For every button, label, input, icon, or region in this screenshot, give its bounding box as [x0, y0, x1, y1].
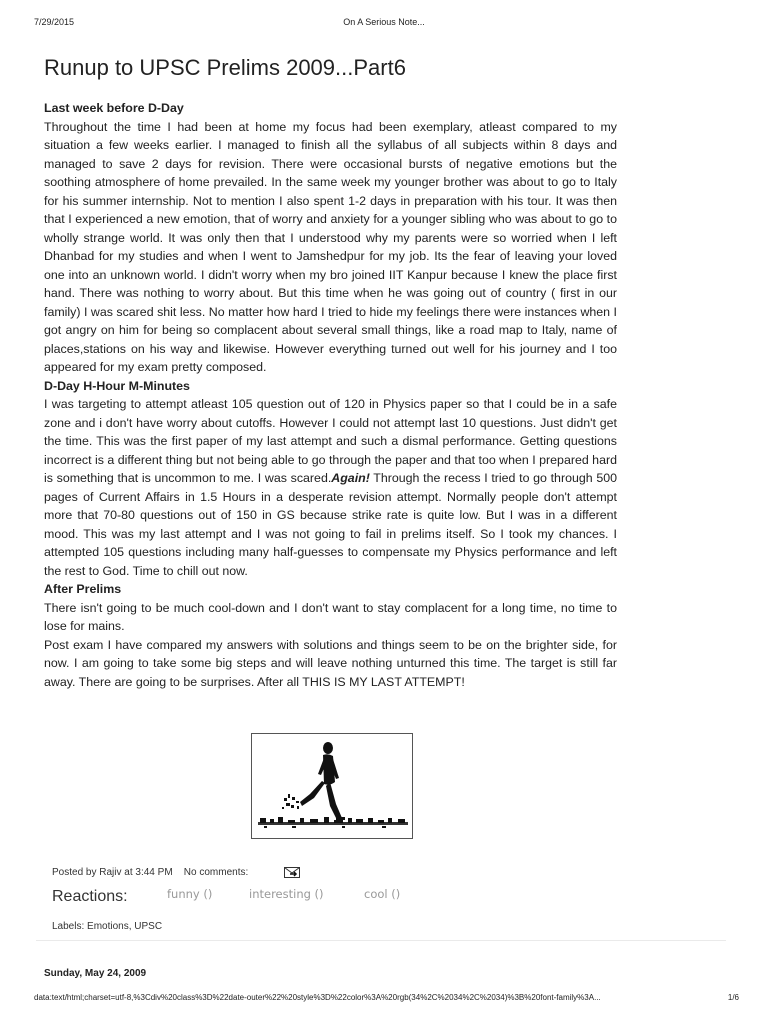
silhouette-icon: [252, 734, 412, 838]
paragraph-d-day-part1: I was targeting to attempt atleast 105 question out of 120 in Physics paper so that I could be in a safe zone and i don't have worry about cutoffs. However I could not attempt last 10 questions. Just didn't get the time. This was the first paper of my last attempt and such a dismal performance. Getting questions incorrect is a different thing but not being able to go through the paper and that too when I prepared hard is something that is uncommon to me. I was scared.: [44, 397, 617, 485]
at-label: at: [124, 867, 133, 878]
print-date: 7/29/2015: [34, 17, 75, 27]
author-link[interactable]: Rajiv: [99, 867, 122, 878]
posted-by-label: Posted by: [52, 867, 97, 878]
post-body: [44, 99, 617, 691]
labels-label: Labels:: [52, 921, 85, 932]
date-header: Sunday, May 24, 2009: [44, 968, 147, 979]
post-time-link[interactable]: 3:44 PM: [135, 867, 173, 878]
paragraph-d-day-part2: Through the recess I tried to go through 500 pages of Current Affairs in 1.5 Hours in a desperate revision attempt. Normally people don't attempt more that 70-80 questions out of 150 in GS because strike rate is quite low. But I was in a different mood. This was my last attempt and I was not going to fail in prelims itself. So I took my chances. I attempted 105 questions including many half-guesses to compensate my Physics performance and left the rest to God. Time to chill out now.: [44, 471, 617, 578]
paragraph-d-day: [44, 395, 617, 580]
print-page-title: On A Serious Note...: [343, 17, 425, 27]
post-title[interactable]: Runup to UPSC Prelims 2009...Part6: [44, 55, 406, 80]
post-divider: [36, 940, 726, 941]
paragraph-after-prelims-1: There isn't going to be much cool-down and I don't want to stay complacent for a long time, no time to lose for mains.: [44, 600, 617, 633]
section-heading-after-prelims: After Prelims: [44, 582, 122, 596]
comments-link[interactable]: No comments:: [183, 867, 249, 878]
post-footer: [52, 867, 248, 878]
reaction-funny[interactable]: funny (): [167, 887, 213, 901]
label-link-emotions[interactable]: Emotions: [87, 921, 129, 932]
label-link-upsc[interactable]: UPSC: [134, 921, 163, 932]
print-header: [0, 17, 768, 31]
section-heading-d-day: D-Day H-Hour M-Minutes: [44, 378, 190, 393]
page-number: 1/6: [727, 993, 739, 1002]
paragraph-last-week: Throughout the time I had been at home my focus had been exemplary, atleast compared to my situation a few weeks earlier. I managed to finish all the syllabus of all subjects within 8 days and managed to save 2 days for revision. There were occasional bursts of negative emotions but the soothing atmosphere of home prevailed. In the same week my younger brother was about to go to Italy for his summer internship. Not to mention I also spent 1-2 days in preparation with his tour. It was then that I experienced a new emotion, that of worry and anxiety for a younger sibling who was about to go to wholly strange world. It was only then that I understood why my parents were so worried when I left Dhanbad for my studies and when I went to Jamshedpur for my job. Its the fear of leaving your loved one into an unknown world. I didn't worry when my bro joined IIT Kanpur because I knew the place first hand. There was nothing to worry about. But this time when he was going out of country ( first in our family) I was scared shit less. No matter how hard I tried to hide my feelings there were instances when I got angry on him for being so complacent about several small things, like a road map to Italy, name of places,stations on his way and likewise. However everything turned out well for his journey and I too appeared for my exam pretty composed.: [44, 119, 617, 374]
paragraph-after-prelims-2: Post exam I have compared my answers with solutions and things seem to be on the brighter side, for now. I am going to take some big steps and will leave nothing unturned this time. The target is still far away. There are going to be surprises. After all THIS IS MY LAST ATTEMPT!: [44, 637, 617, 689]
kicking-silhouette-image[interactable]: [251, 733, 413, 839]
email-post-icon[interactable]: [284, 867, 300, 878]
emphasis-again: Again!: [331, 471, 370, 485]
reactions-label: Reactions:: [52, 888, 128, 905]
section-heading-last-week: Last week before D-Day: [44, 101, 184, 115]
reaction-cool[interactable]: cool (): [364, 887, 401, 901]
reaction-interesting[interactable]: interesting (): [249, 887, 324, 901]
print-url: data:text/html;charset=utf-8,%3Cdiv%20class%3D%22date-outer%22%20style%3D%22color%3A%20rgb(34%2C%2034%2C%2034)%3B%20font-family%3A...: [34, 993, 601, 1002]
post-labels: [52, 921, 162, 932]
label-separator: ,: [128, 921, 135, 932]
